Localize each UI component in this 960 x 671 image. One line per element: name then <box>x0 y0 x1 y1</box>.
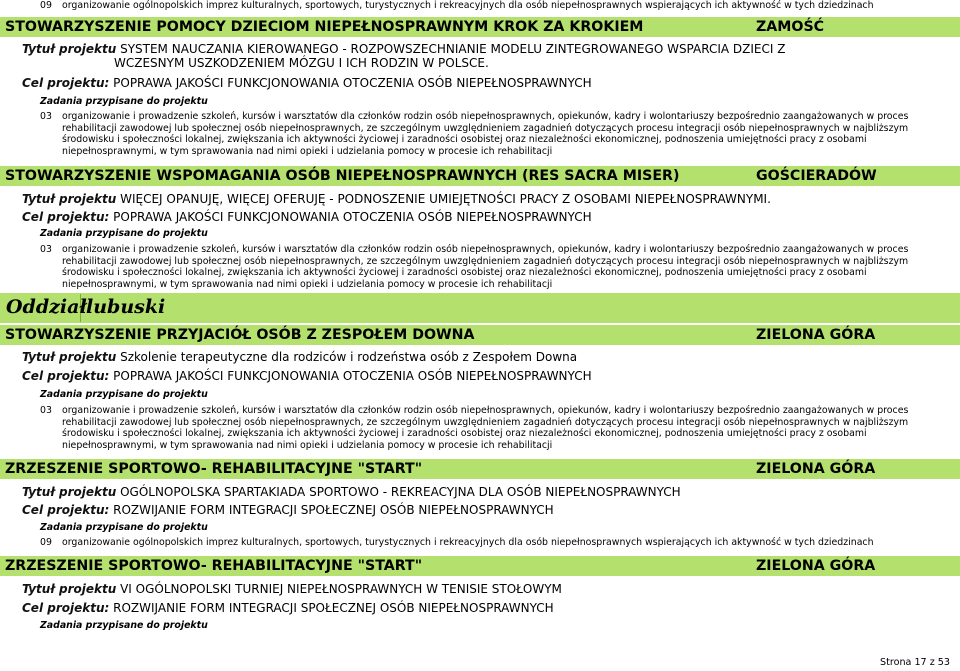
org-city: ZAMOŚĆ <box>756 19 825 35</box>
assigned-tasks-label: Zadania przypisane do projektu <box>40 522 208 533</box>
task-number: 03 <box>40 111 52 122</box>
org-city: ZIELONA GÓRA <box>756 461 876 477</box>
project-goal-label: Cel projektu: <box>22 503 110 517</box>
project-goal-value: POPRAWA JAKOŚCI FUNKCJONOWANIA OTOCZENIA OSÓB NIEPEŁNOSPRAWNYCH <box>113 210 592 224</box>
project-title-label: Tytuł projektu <box>22 582 117 596</box>
project-goal-label: Cel projektu: <box>22 76 110 90</box>
project-goal-value: ROZWIJANIE FORM INTEGRACJI SPOŁECZNEJ OSÓB NIEPEŁNOSPRAWNYCH <box>113 601 554 615</box>
project-title-value-cont: WCZESNYM USZKODZENIEM MÓZGU I ICH RODZIN W POLSCE. <box>114 56 489 70</box>
project-title-value: WIĘCEJ OPANUJĘ, WIĘCEJ OFERUJĘ - PODNOSZENIE UMIEJĘTNOŚCI PRACY Z OSOBAMI NIEPEŁNOSPRAWNYMI. <box>120 192 771 206</box>
task-number: 03 <box>40 405 52 416</box>
project-goal-label: Cel projektu: <box>22 369 110 383</box>
project-title-label: Tytuł projektu <box>22 485 117 499</box>
region-label: Oddział <box>6 296 87 318</box>
task-text: organizowanie i prowadzenie szkoleń, kursów i warsztatów dla członków rodzin osób niepełnosprawnych, opiekunów, kadry i wolontariuszy bezpośrednio zaangażowanych w proces rehabilitacji zawodowej lub społecznej osób niepełnosprawnych, ze szczególnym uwzględnieniem zagadnień dotyczących procesu integracji osób niepełnosprawnych w najbliższym środowisku i społeczności lokalnej, zwiększania ich aktywności życiowej i zaradności osobistej oraz niezależności ekonomicznej, podnoszenia umiejętności pracy z osobami niepełnosprawnymi, w tym sprawowania nad nimi opieki i udzielania pomocy w procesie ich rehabilitacji <box>62 111 909 157</box>
org-city: ZIELONA GÓRA <box>756 558 876 574</box>
task-text: organizowanie i prowadzenie szkoleń, kursów i warsztatów dla członków rodzin osób niepełnosprawnych, opiekunów, kadry i wolontariuszy bezpośrednio zaangażowanych w proces rehabilitacji zawodowej lub społecznej osób niepełnosprawnych, ze szczególnym uwzględnieniem zagadnień dotyczących procesu integracji osób niepełnosprawnych w najbliższym środowisku i społeczności lokalnej, zwiększania ich aktywności życiowej i zaradności osobistej oraz niezależności ekonomicznej, podnoszenia umiejętności pracy z osobami niepełnosprawnymi, w tym sprawowania nad nimi opieki i udzielania pomocy w procesie ich rehabilitacji <box>62 244 909 290</box>
org-name: ZRZESZENIE SPORTOWO- REHABILITACYJNE "START" <box>5 461 423 477</box>
project-goal-value: ROZWIJANIE FORM INTEGRACJI SPOŁECZNEJ OSÓB NIEPEŁNOSPRAWNYCH <box>113 503 554 517</box>
assigned-tasks-label: Zadania przypisane do projektu <box>40 620 208 631</box>
org-name: STOWARZYSZENIE PRZYJACIÓŁ OSÓB Z ZESPOŁEM DOWNA <box>5 327 475 343</box>
task-number: 09 <box>40 537 52 548</box>
project-title-value: SYSTEM NAUCZANIA KIEROWANEGO - ROZPOWSZECHNIANIE MODELU ZINTEGROWANEGO WSPARCIA DZIECI Z <box>120 42 786 56</box>
project-goal-value: POPRAWA JAKOŚCI FUNKCJONOWANIA OTOCZENIA OSÓB NIEPEŁNOSPRAWNYCH <box>113 369 592 383</box>
project-title-value: OGÓLNOPOLSKA SPARTAKIADA SPORTOWO - REKREACYJNA DLA OSÓB NIEPEŁNOSPRAWNYCH <box>120 485 681 499</box>
project-title-label: Tytuł projektu <box>22 350 117 364</box>
project-goal-row <box>22 76 592 90</box>
task-text: organizowanie ogólnopolskich imprez kulturalnych, sportowych, turystycznych i rekreacyjnych dla osób niepełnosprawnych wspierających ich aktywność w tych dziedzinach <box>62 0 874 11</box>
assigned-tasks-label: Zadania przypisane do projektu <box>40 389 208 400</box>
project-title-row <box>22 192 771 206</box>
project-title-row <box>22 582 562 596</box>
task-text: organizowanie i prowadzenie szkoleń, kursów i warsztatów dla członków rodzin osób niepełnosprawnych, opiekunów, kadry i wolontariuszy bezpośrednio zaangażowanych w proces rehabilitacji zawodowej lub społecznej osób niepełnosprawnych, ze szczególnym uwzględnieniem zagadnień dotyczących procesu integracji osób niepełnosprawnych w najbliższym środowisku i społeczności lokalnej, zwiększania ich aktywności życiowej i zaradności osobistej oraz niezależności ekonomicznej, podnoszenia umiejętności pracy z osobami niepełnosprawnymi, w tym sprawowania nad nimi opieki i udzielania pomocy w procesie ich rehabilitacji <box>62 405 909 451</box>
project-goal-value: POPRAWA JAKOŚCI FUNKCJONOWANIA OTOCZENIA OSÓB NIEPEŁNOSPRAWNYCH <box>113 76 592 90</box>
assigned-tasks-label: Zadania przypisane do projektu <box>40 96 208 107</box>
org-city: GOŚCIERADÓW <box>756 168 877 184</box>
assigned-tasks-label: Zadania przypisane do projektu <box>40 228 208 239</box>
task-number: 03 <box>40 244 52 255</box>
org-name: STOWARZYSZENIE WSPOMAGANIA OSÓB NIEPEŁNOSPRAWNYCH (RES SACRA MISER) <box>5 168 680 184</box>
project-goal-label: Cel projektu: <box>22 601 110 615</box>
project-title-row <box>22 350 577 364</box>
org-name: STOWARZYSZENIE POMOCY DZIECIOM NIEPEŁNOSPRAWNYM KROK ZA KROKIEM <box>5 19 644 35</box>
project-goal-row <box>22 369 592 383</box>
org-name: ZRZESZENIE SPORTOWO- REHABILITACYJNE "START" <box>5 558 423 574</box>
project-goal-row <box>22 210 592 224</box>
project-title-value: VI OGÓLNOPOLSKI TURNIEJ NIEPEŁNOSPRAWNYCH W TENISIE STOŁOWYM <box>120 582 562 596</box>
project-title-row <box>22 42 785 56</box>
project-goal-label: Cel projektu: <box>22 210 110 224</box>
project-title-value: Szkolenie terapeutyczne dla rodziców i rodzeństwa osób z Zespołem Downa <box>120 350 578 364</box>
project-goal-row <box>22 503 554 517</box>
project-title-label: Tytuł projektu <box>22 42 117 56</box>
region-name: lubuski <box>86 296 166 318</box>
org-city: ZIELONA GÓRA <box>756 327 876 343</box>
project-title-row <box>22 485 681 499</box>
task-number: 09 <box>40 0 52 11</box>
project-goal-row <box>22 601 554 615</box>
project-title-label: Tytuł projektu <box>22 192 117 206</box>
task-text: organizowanie ogólnopolskich imprez kulturalnych, sportowych, turystycznych i rekreacyjnych dla osób niepełnosprawnych wspierających ich aktywność w tych dziedzinach <box>62 537 874 548</box>
page-number: Strona 17 z 53 <box>879 657 950 668</box>
